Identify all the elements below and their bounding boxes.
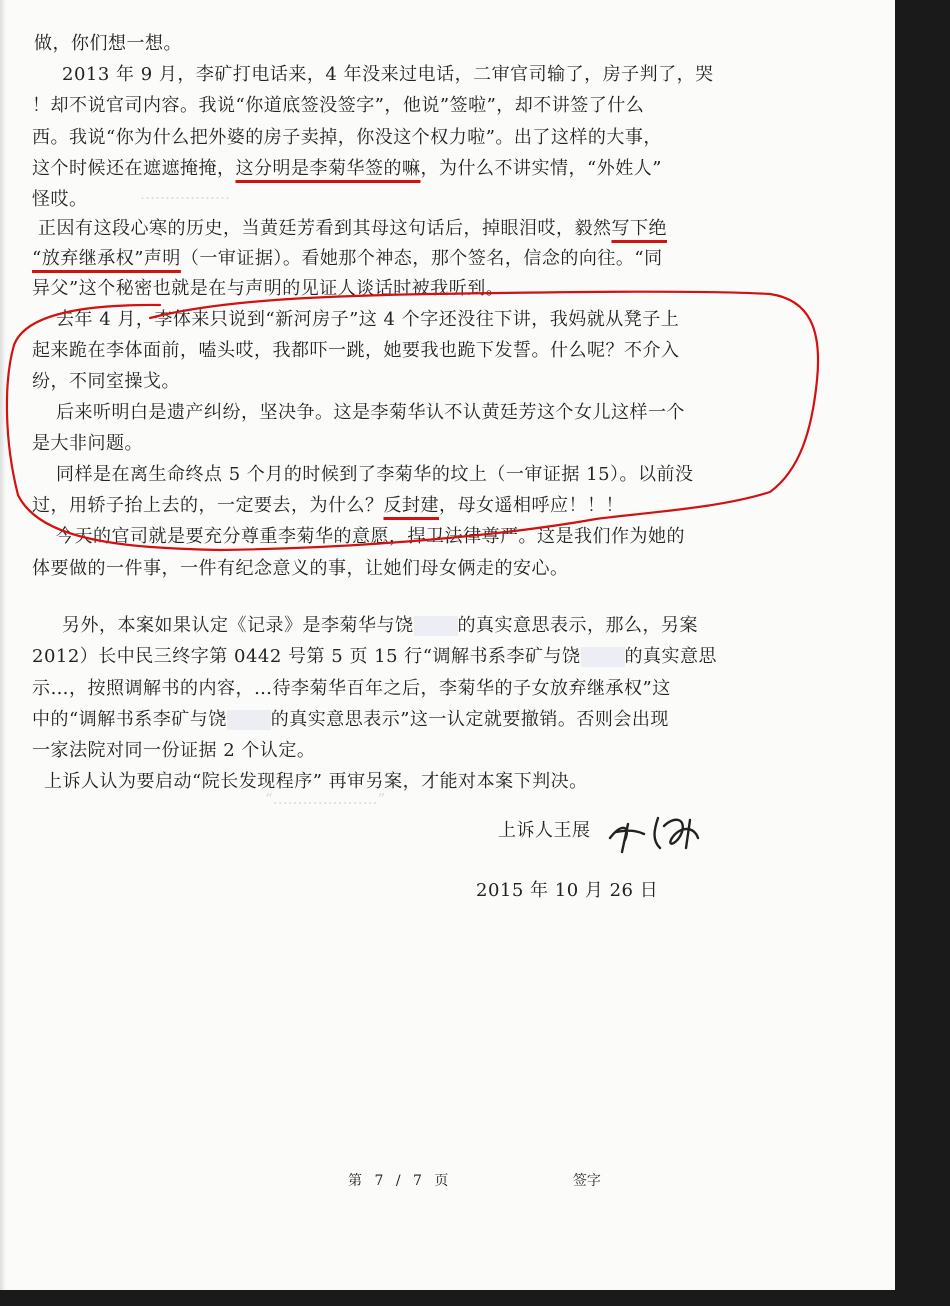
page-suffix: 页 — [434, 1173, 449, 1189]
text-segment: 做，你们想一想。 — [34, 33, 182, 54]
text-segment: 的真实意思表示”这一认定就要撤销。否则会出现 — [270, 709, 669, 730]
text-segment: 2013 年 9 月，李矿打电话来，4 年没来过电话，二审官司输了，房子判了，哭 — [62, 64, 714, 85]
document-date: 2015 年 10 月 26 日 — [476, 880, 659, 901]
text-segment: ！却不说官司内容。我说“你道底签没签字”，他说”签啦”，却不讲签了什么 — [32, 95, 645, 116]
text-line — [32, 125, 895, 151]
underlined-text: 这分明是李菊华签的嘛 — [235, 158, 421, 179]
text-line — [56, 400, 895, 426]
text-segment: 过，用轿子抬上去的，一定要去，为什么？ — [32, 495, 384, 516]
page-total: 7 — [413, 1173, 422, 1189]
text-segment: 去年 4 月，李体来只说到“新河房子”这 4 个字还没往下讲，我妈就从凳子上 — [56, 309, 680, 330]
text-line — [56, 524, 895, 550]
text-line — [32, 431, 895, 457]
scan-border-right — [895, 10, 915, 1290]
text-segment: 示…，按照调解书的内容，…待李菊华百年之后，李菊华的子女放弃继承权”这 — [32, 678, 671, 699]
text-segment: 的真实意思 — [624, 646, 718, 667]
signature-label: 上诉人王展 — [498, 820, 591, 841]
text-segment: 西。我说“你为什么把外婆的房子卖掉，你没这个权力啦”。出了这样的大事， — [32, 127, 662, 148]
text-line — [32, 276, 895, 302]
text-line — [32, 738, 895, 764]
text-segment: （一审证据）。看她那个神态，那个签名，信念的向往。“同 — [180, 248, 663, 269]
text-line — [62, 613, 895, 639]
bleed-through-text: ……………… — [140, 185, 230, 203]
redacted-name — [227, 710, 271, 730]
text-segment: 纷，不同室操戈。 — [32, 371, 180, 392]
page-prefix: 第 — [348, 1173, 362, 1189]
text-line — [32, 156, 895, 182]
handwritten-signature — [602, 808, 712, 858]
text-segment: 中的“调解书系李矿与饶 — [32, 709, 227, 730]
text-line — [32, 93, 895, 119]
underlined-text: 写下绝 — [611, 218, 667, 239]
text-line — [34, 31, 895, 57]
text-segment: 上诉人认为要启动“院长发现程序” 再审另案，才能对本案下判决。 — [44, 771, 588, 792]
text-line — [32, 556, 895, 582]
text-line — [32, 707, 895, 733]
bleed-through-text: “…………………” — [265, 790, 386, 808]
text-line — [56, 307, 895, 333]
text-segment: 体要做的一件事，一件有纪念意义的事，让她们母女俩走的安心。 — [32, 558, 569, 579]
text-segment: 的真实意思表示，那么，另案 — [457, 615, 698, 636]
text-line — [44, 769, 895, 795]
text-line — [32, 644, 895, 670]
text-line — [32, 246, 895, 272]
text-segment: ，为什么不讲实情，“外姓人” — [420, 158, 662, 179]
text-segment: 起来跪在李体面前，嗑头哎，我都吓一跳，她要我也跪下发誓。什么呢？不介入 — [32, 340, 680, 361]
text-segment: ，母女遥相呼应！！！ — [439, 495, 624, 516]
page-footer — [348, 1170, 601, 1190]
text-line — [32, 676, 895, 702]
text-segment: 今天的官司就是要充分尊重李菊华的意愿，捍卫法律尊严。这是我们作为她的 — [56, 526, 685, 547]
text-line — [32, 493, 895, 519]
text-segment: 异父”这个秘密也就是在与声明的见证人谈话时被我听到。 — [32, 278, 505, 299]
text-segment: 同样是在离生命终点 5 个月的时候到了李菊华的坟上（一审证据 15）。以前没 — [56, 464, 694, 485]
text-segment: 另外，本案如果认定《记录》是李菊华与饶 — [62, 615, 414, 636]
text-line — [32, 369, 895, 395]
text-line — [32, 338, 895, 364]
sign-label: 签字 — [572, 1173, 601, 1189]
underlined-text: 反封建 — [383, 495, 439, 516]
redacted-name — [581, 647, 625, 667]
text-segment: 正因有这段心寒的历史，当黄廷芳看到其母这句话后，掉眼泪哎，毅然 — [38, 218, 612, 239]
text-segment: 2012）长中民三终字第 0442 号第 5 页 15 行“调解书系李矿与饶 — [32, 646, 581, 667]
text-segment: 怪哎。 — [32, 189, 88, 210]
text-segment: 一家法院对同一份证据 2 个认定。 — [32, 740, 316, 761]
page-number: 7 — [374, 1173, 384, 1189]
page-left-edge — [0, 0, 6, 1290]
redacted-name — [414, 616, 458, 636]
signature-stroke — [610, 818, 698, 852]
page-separator: / — [395, 1173, 401, 1189]
text-segment: 是大非问题。 — [32, 433, 143, 454]
text-line — [62, 62, 895, 88]
text-segment: 这个时候还在遮遮掩掩， — [32, 158, 236, 179]
text-segment: 后来听明白是遗产纠纷，坚决争。这是李菊华认不认黄廷芳这个女儿这样一个 — [56, 402, 685, 423]
text-line — [56, 462, 895, 488]
underlined-text: “放弃继承权”声明 — [32, 248, 181, 269]
text-line — [38, 216, 895, 242]
